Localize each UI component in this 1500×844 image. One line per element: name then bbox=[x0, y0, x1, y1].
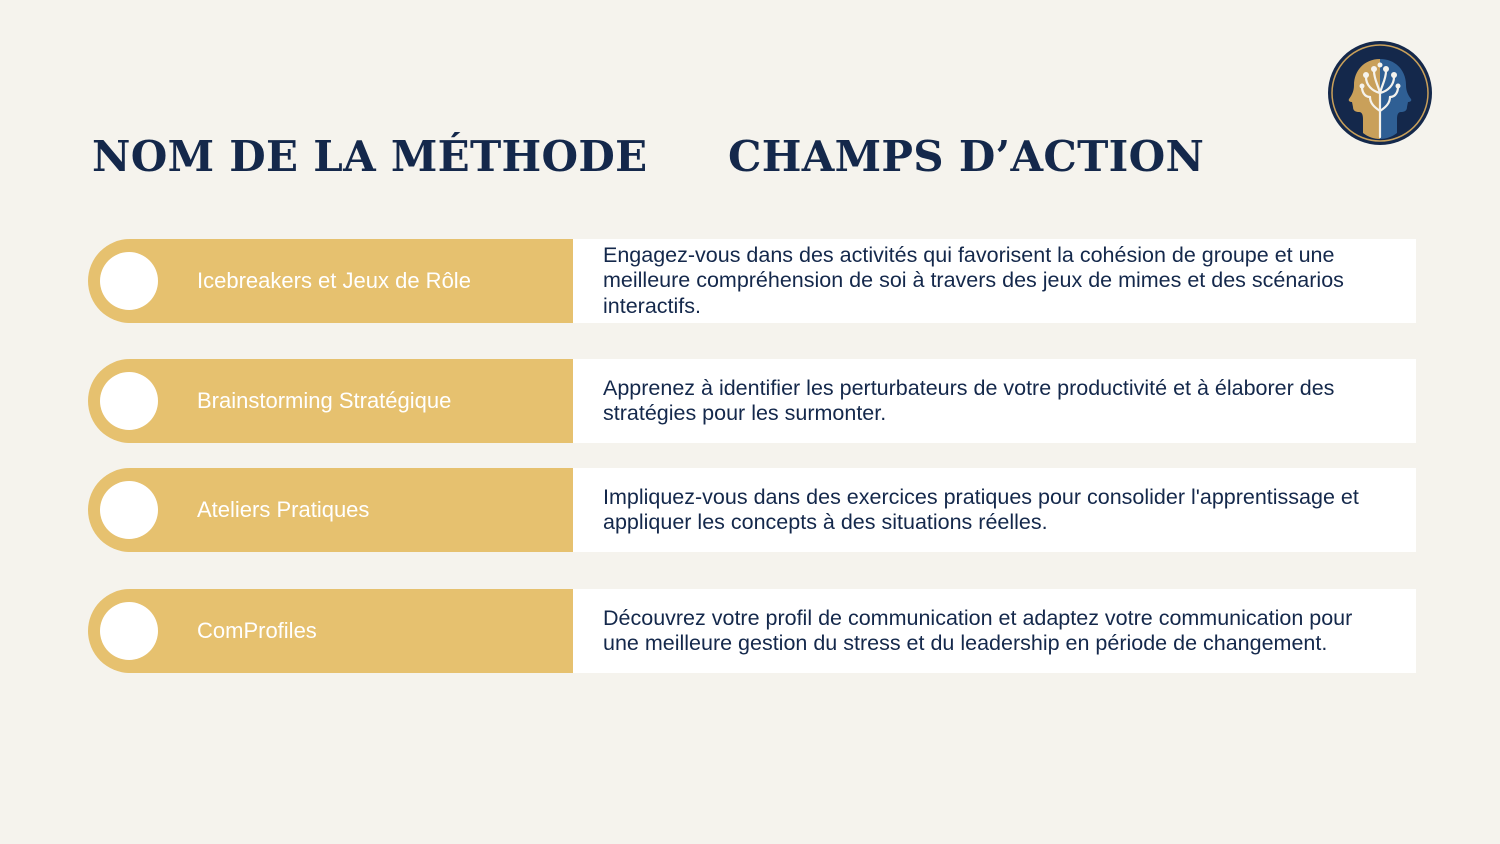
method-pill bbox=[88, 589, 573, 673]
method-pill bbox=[88, 468, 573, 552]
method-description-box bbox=[573, 359, 1416, 443]
action-column-heading: CHAMPS D’ACTION bbox=[728, 132, 1205, 181]
method-description-box bbox=[573, 589, 1416, 673]
method-pill bbox=[88, 359, 573, 443]
method-row bbox=[88, 239, 1416, 323]
method-description: Impliquez-vous dans des exercices pratiques pour consolider l'apprentissage et appliquer les concepts à des situations réelles. bbox=[603, 484, 1359, 534]
method-description-box bbox=[573, 468, 1416, 552]
method-row bbox=[88, 468, 1416, 552]
bullet-circle bbox=[100, 481, 158, 539]
method-name: Ateliers Pratiques bbox=[197, 497, 370, 522]
brain-profile-icon bbox=[1328, 41, 1432, 145]
bullet-circle bbox=[100, 372, 158, 430]
method-pill bbox=[88, 239, 573, 323]
method-row bbox=[88, 359, 1416, 443]
method-description: Apprenez à identifier les perturbateurs de votre productivité et à élaborer des stratégies pour les surmonter. bbox=[603, 375, 1335, 425]
method-description: Découvrez votre profil de communication et adaptez votre communication pour une meilleure gestion du stress et du leadership en période de changement. bbox=[603, 605, 1353, 655]
method-name: Icebreakers et Jeux de Rôle bbox=[197, 268, 471, 293]
method-description: Engagez-vous dans des activités qui favorisent la cohésion de groupe et une meilleure compréhension de soi à travers des jeux de mimes et des scénarios interactifs. bbox=[603, 242, 1344, 318]
method-row bbox=[88, 589, 1416, 673]
bullet-circle bbox=[100, 252, 158, 310]
method-name: Brainstorming Stratégique bbox=[197, 388, 452, 413]
method-description-box bbox=[573, 239, 1416, 323]
bullet-circle bbox=[100, 602, 158, 660]
method-column-heading: NOM DE LA MÉTHODE bbox=[92, 132, 648, 181]
method-name: ComProfiles bbox=[197, 618, 317, 643]
